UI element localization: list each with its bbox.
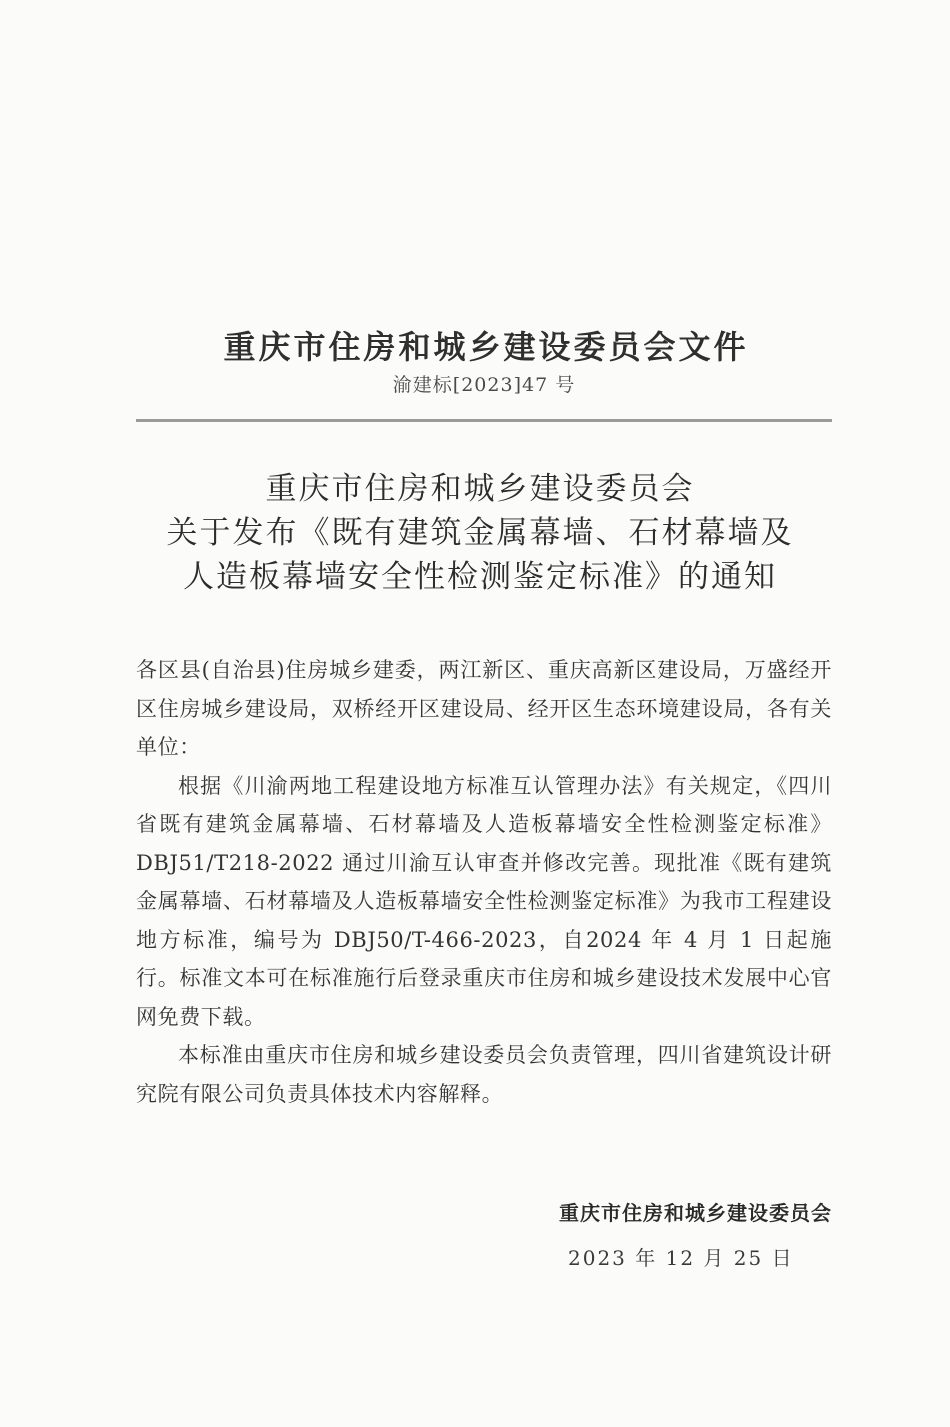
issuer-signature: 重庆市住房和城乡建设委员会 [559, 1201, 832, 1225]
notice-title-line-1: 重庆市住房和城乡建设委员会 [265, 471, 695, 507]
body-paragraph-2: 本标准由重庆市住房和城乡建设委员会负责管理，四川省建筑设计研究院有限公司负责具体技术内容解释。 [136, 1043, 832, 1106]
document-number: 渝建标[2023]47 号 [392, 374, 576, 396]
header-divider [136, 419, 832, 422]
notice-title-line-3: 人造板幕墙安全性检测鉴定标准》的通知 [183, 559, 777, 595]
notice-title-line-2: 关于发布《既有建筑金属幕墙、石材幕墙及 [166, 515, 794, 551]
notice-body [136, 651, 832, 1113]
issue-date: 2023 年 12 月 25 日 [568, 1246, 794, 1270]
notice-title [0, 467, 950, 599]
body-paragraph-1: 根据《川渝两地工程建设地方标准互认管理办法》有关规定，《四川省既有建筑金属幕墙、石材幕墙及人造板幕墙安全性检测鉴定标准》DBJ51/T218-2022 通过川渝互认审查并修改完善。现批准《既有建筑金属幕墙、石材幕墙及人造板幕墙安全性检测鉴定标准》为我市工程建设地方标准，编号为 DBJ50/T-466-2023，自2024 年 4 月 1 日起施行。标准文本可在标准施行后登录重庆市住房和城乡建设技术发展中心官网免费下载。 [136, 773, 832, 1029]
salutation: 各区县(自治县)住房城乡建委，两江新区、重庆高新区建设局，万盛经开区住房城乡建设局，双桥经开区建设局、经开区生态环境建设局，各有关单位： [136, 658, 832, 759]
document-header-title: 重庆市住房和城乡建设委员会文件 [223, 328, 749, 366]
